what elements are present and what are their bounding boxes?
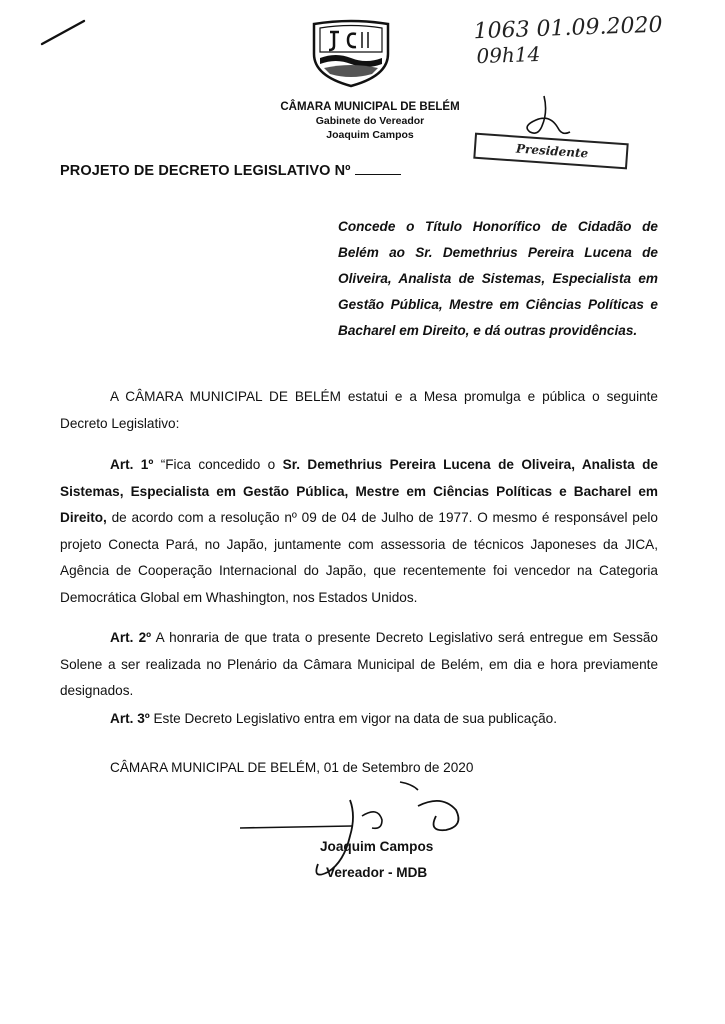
- article-1-label: Art. 1º: [110, 457, 154, 472]
- ementa-text: Concede o Título Honorífico de Cidadão de Belém ao Sr. Demethrius Pereira Lucena de Oliveira, Analista de Sistemas, Especialista em Gestão Pública, Mestre em Ciências Políticas e Bacharel em Direito, e dá outras providências.: [338, 219, 658, 338]
- handwritten-protocol-note: [473, 12, 715, 68]
- preamble-paragraph: A CÂMARA MUNICIPAL DE BELÉM estatui e a Mesa promulga e pública o seguinte Decreto Legislativo:: [60, 389, 658, 431]
- institution-name: CÂMARA MUNICIPAL DE BELÉM: [280, 101, 460, 113]
- document-title-text: PROJETO DE DECRETO LEGISLATIVO Nº: [60, 163, 351, 179]
- article-1: [60, 452, 658, 611]
- article-3-label: Art. 3º: [110, 711, 150, 726]
- article-2: [60, 625, 658, 705]
- pen-stroke-mark: [40, 18, 86, 48]
- article-2-text: A honraria de que trata o presente Decreto Legislativo será entregue em Sessão Solene a ser realizada no Plenário da Câmara Municipal de Belém, em dia e hora previamente designados.: [60, 630, 658, 698]
- article-3-text: Este Decreto Legislativo entra em vigor na data de sua publicação.: [149, 711, 558, 726]
- signatory-role: Vereador - MDB: [326, 865, 428, 880]
- article-1-intro: “Fica concedido o: [153, 457, 283, 472]
- article-1-text: de acordo com a resolução nº 09 de 04 de Julho de 1977. O mesmo é responsável pelo projeto Conecta Pará, no Japão, juntamente com assessoria de técnicos Japoneses da JICA, Agência de Cooperação Internacional do Japão, que recentemente foi vencedor na Categoria Democrática Global em Whashington, nos Estados Unidos.: [60, 510, 658, 605]
- councilor-name: Joaquim Campos: [326, 129, 414, 141]
- article-2-label: Art. 2º: [110, 630, 152, 645]
- article-1-honoree: Sr. Demethrius Pereira Lucena de Oliveira, Analista de Sistemas, Especialista em Gestão Pública, Mestre em Ciências Políticas e Bacharel em Direito,: [60, 457, 658, 525]
- office-name: Gabinete do Vereador: [315, 115, 425, 127]
- municipal-crest-icon: [306, 18, 396, 88]
- closing-place-date: CÂMARA MUNICIPAL DE BELÉM, 01 de Setembro de 2020: [110, 760, 474, 775]
- protocol-time: 09h14: [476, 41, 541, 69]
- presidente-stamp: Presidente: [473, 133, 628, 170]
- document-title: [60, 162, 401, 179]
- number-blank-line: [355, 162, 401, 175]
- signatory-name: Joaquim Campos: [320, 839, 434, 854]
- protocol-number-date: 1063 01.09.2020: [473, 12, 663, 45]
- article-3: [60, 706, 658, 733]
- signatory-block: [320, 834, 433, 886]
